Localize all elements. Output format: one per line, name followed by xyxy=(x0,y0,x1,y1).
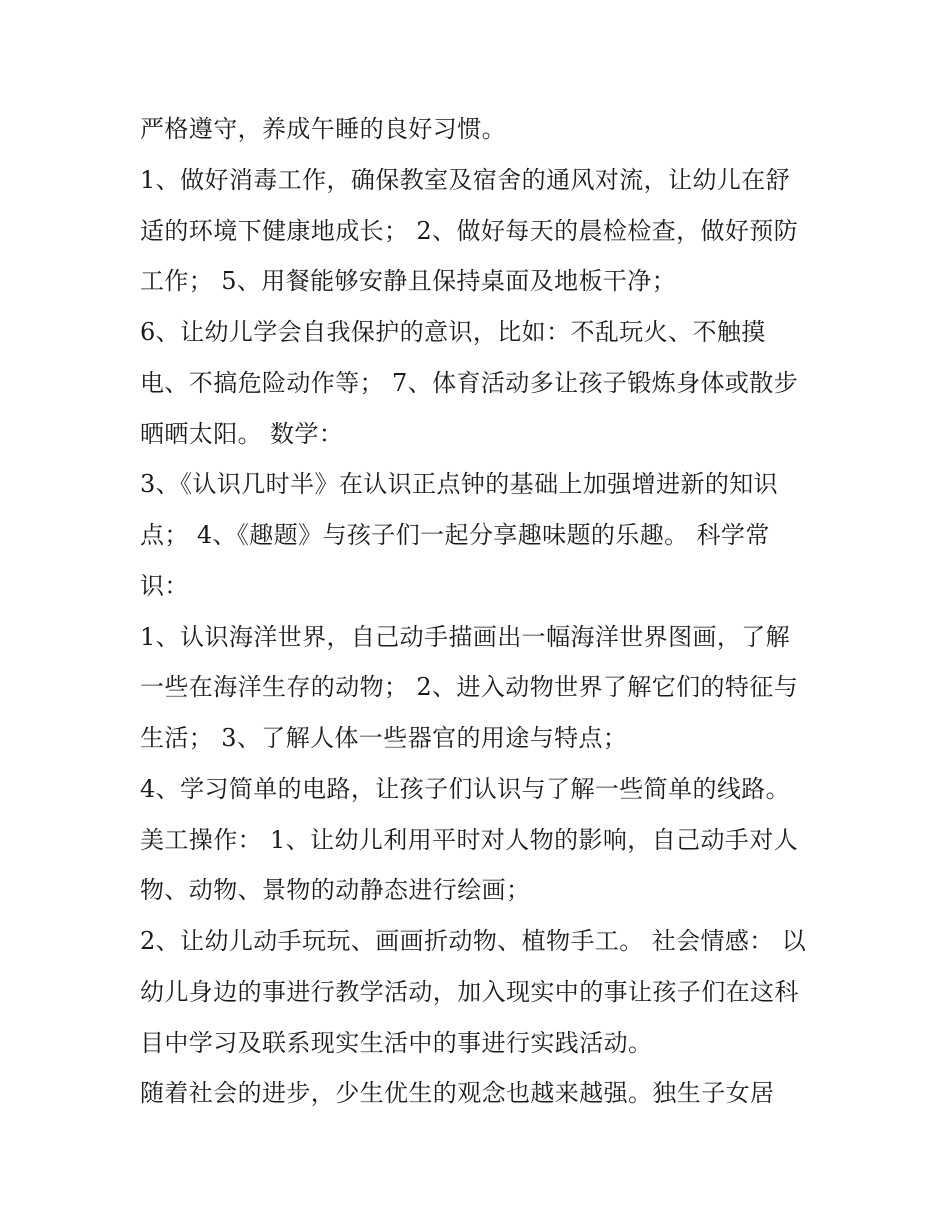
text-line: 一些在海洋生存的动物； 2、进入动物世界了解它们的特征与 xyxy=(140,673,799,702)
text-line: 物、动物、景物的动静态进行绘画； xyxy=(140,876,531,905)
text-line: 晒晒太阳。 数学： xyxy=(140,419,344,448)
text-line: 电、不搞危险动作等； 7、体育活动多让孩子锻炼身体或散步 xyxy=(140,368,799,397)
text-line: 生活； 3、了解人体一些器官的用途与特点； xyxy=(140,724,628,752)
text-line: 适的环境下健康地成长； 2、做好每天的晨检检查，做好预防 xyxy=(140,216,799,245)
text-line: 3、《认识几时半》在认识正点钟的基础上加强增进新的知识 xyxy=(140,470,779,499)
text-line: 点； 4、《趣题》与孩子们一起分享趣味题的乐趣。 科学常 xyxy=(140,521,770,549)
text-line: 美工操作： 1、让幼儿利用平时对人物的影响，自己动手对人 xyxy=(140,825,799,854)
text-line: 2、让幼儿动手玩玩、画画折动物、植物手工。 社会情感： 以 xyxy=(140,927,807,955)
text-line: 6、让幼儿学会自我保护的意识，比如：不乱玩火、不触摸 xyxy=(140,318,766,346)
text-line: 1、做好消毒工作，确保教室及宿舍的通风对流，让幼儿在舒 xyxy=(140,165,791,194)
text-line: 目中学习及联系现实生活中的事进行实践活动。 xyxy=(140,1028,653,1057)
text-line: 严格遵守，养成午睡的良好习惯。 xyxy=(140,115,506,143)
text-line: 幼儿身边的事进行教学活动，加入现实中的事让孩子们在这科 xyxy=(140,977,799,1006)
document-body xyxy=(140,104,820,1119)
text-line: 随着社会的进步，少生优生的观念也越来越强。独生子女居 xyxy=(140,1079,775,1108)
text-line: 1、认识海洋世界，自己动手描画出一幅海洋世界图画，了解 xyxy=(140,622,791,651)
text-line: 识： xyxy=(140,571,189,600)
text-line: 4、学习简单的电路，让孩子们认识与了解一些简单的线路。 xyxy=(140,774,791,803)
text-line: 工作； 5、用餐能够安静且保持桌面及地板干净； xyxy=(140,267,677,296)
